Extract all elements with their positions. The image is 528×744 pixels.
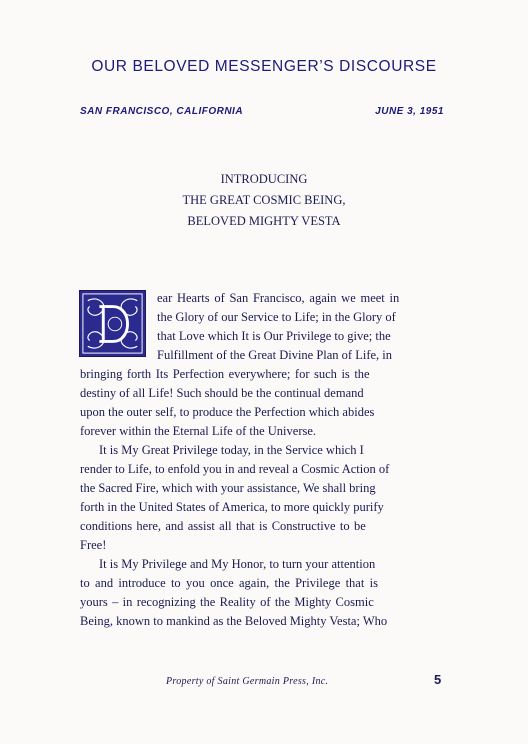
body-line: upon the outer self, to produce the Perfection which abides: [80, 405, 375, 419]
body-line: Fulfillment of the Great Divine Plan of Life, in: [157, 348, 393, 362]
body-line: Being, known to mankind as the Beloved Mighty Vesta; Who: [80, 614, 388, 628]
body-line: ear Hearts of San Francisco, again we meet in: [157, 291, 400, 305]
body-line: forever within the Eternal Life of the Universe.: [80, 424, 317, 438]
page-number: 5: [434, 672, 442, 687]
body-line: Free!: [80, 538, 107, 552]
body-line: the Sacred Fire, which with your assistance, We shall bring: [80, 481, 376, 495]
intro-line: BELOVED MIGHTY VESTA: [187, 214, 341, 228]
body-line: yours – in recognizing the Reality of the Mighty Cosmic: [80, 595, 374, 609]
footer-publisher: Property of Saint Germain Press, Inc.: [166, 676, 329, 687]
intro-line: THE GREAT COSMIC BEING,: [182, 193, 346, 207]
body-line: It is My Great Privilege today, in the Service which I: [99, 443, 364, 457]
body-line: forth in the United States of America, to more quickly purify: [80, 500, 384, 514]
body-line: bringing forth Its Perfection everywhere; for such is the: [80, 367, 370, 381]
body-line: conditions here, and assist all that is Constructive to be: [80, 519, 366, 533]
location-line: SAN FRANCISCO, CALIFORNIA: [80, 106, 244, 117]
intro-line: INTRODUCING: [220, 172, 308, 186]
discourse-title: OUR BELOVED MESSENGER’S DISCOURSE: [91, 58, 437, 75]
body-line: render to Life, to enfold you in and reveal a Cosmic Action of: [80, 462, 390, 476]
body-line: It is My Privilege and My Honor, to turn your attention: [99, 557, 376, 571]
drop-cap-ornament-icon: [80, 291, 145, 356]
body-line: destiny of all Life! Such should be the continual demand: [80, 386, 364, 400]
body-line: that Love which It is Our Privilege to give; the: [157, 329, 391, 343]
body-line: the Glory of our Service to Life; in the Glory of: [157, 310, 396, 324]
date-line: JUNE 3, 1951: [375, 106, 444, 117]
body-line: to and introduce to you once again, the Privilege that is: [80, 576, 378, 590]
ornamental-drop-cap: [79, 290, 146, 357]
